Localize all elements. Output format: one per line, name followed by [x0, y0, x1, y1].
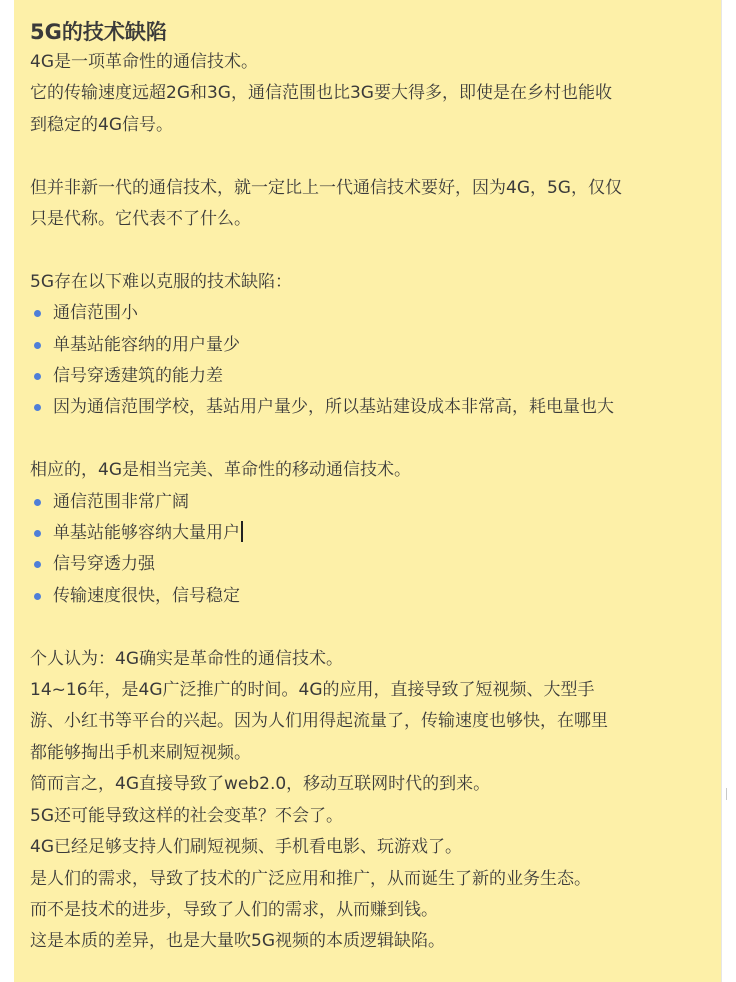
bullet-icon — [34, 404, 41, 411]
note-title: 5G的技术缺陷 — [30, 20, 167, 44]
text-cursor — [241, 521, 243, 542]
list-item-text: 因为通信范围学校，基站用户量少，所以基站建设成本非常高，耗电量也大 — [53, 397, 614, 418]
list-item — [30, 518, 707, 549]
note-editor[interactable] — [14, 0, 721, 982]
bullet-icon — [34, 310, 41, 317]
bullet-icon — [34, 593, 41, 600]
conclusion-line-6: 5G还可能导致这样的社会变革？不会了。 — [30, 805, 343, 826]
section-4g-list — [30, 487, 707, 613]
intro-line-1: 4G是一项革命性的通信技术。 — [30, 52, 258, 72]
section-5g-list — [30, 298, 707, 424]
conclusion-line-4: 都能够掏出手机来刷短视频。 — [30, 742, 251, 763]
list-item — [30, 581, 707, 612]
conclusion-line-7: 4G已经足够支持人们刷短视频、手机看电影、玩游戏了。 — [30, 837, 462, 858]
list-item-text: 通信范围小 — [53, 303, 138, 324]
scroll-edge-mark — [722, 788, 727, 800]
intro-line-3: 到稳定的4G信号。 — [30, 114, 173, 135]
blank-line — [30, 141, 707, 172]
conclusion-line-9: 而不是技术的进步，导致了人们的需求，从而赚到钱。 — [30, 899, 438, 920]
section-5g-heading: 5G存在以下难以克服的技术缺陷： — [30, 271, 292, 292]
list-item-text: 单基站能够容纳大量用户 — [53, 523, 240, 544]
para2-line-2: 只是代称。它代表不了什么。 — [30, 209, 251, 230]
conclusion-line-2: 14~16年，是4G广泛推广的时间。4G的应用，直接导致了短视频、大型手 — [30, 680, 595, 701]
conclusion-line-1: 个人认为：4G确实是革命性的通信技术。 — [30, 648, 343, 669]
conclusion-line-3: 游、小红书等平台的兴起。因为人们用得起流量了，传输速度也够快，在哪里 — [30, 711, 608, 732]
list-item-text: 通信范围非常广阔 — [53, 491, 189, 512]
list-item — [30, 361, 707, 392]
list-item — [30, 298, 707, 329]
blank-line — [30, 235, 707, 266]
list-item-text: 传输速度很快，信号稳定 — [53, 585, 240, 606]
bullet-icon — [34, 373, 41, 380]
list-item — [30, 392, 707, 423]
list-item — [30, 549, 707, 580]
bullet-icon — [34, 530, 41, 537]
bullet-icon — [34, 499, 41, 506]
para2-line-1: 但并非新一代的通信技术，就一定比上一代通信技术要好，因为4G，5G，仅仅 — [30, 177, 622, 198]
conclusion-line-8: 是人们的需求，导致了技术的广泛应用和推广，从而诞生了新的业务生态。 — [30, 868, 591, 889]
section-4g-heading: 相应的，4G是相当完美、革命性的移动通信技术。 — [30, 460, 411, 481]
window-edge — [721, 0, 722, 982]
blank-line — [30, 424, 707, 455]
bullet-icon — [34, 561, 41, 568]
list-item-text: 单基站能容纳的用户量少 — [53, 334, 240, 355]
blank-line — [30, 612, 707, 643]
bullet-icon — [34, 342, 41, 349]
conclusion-line-5: 简而言之，4G直接导致了web2.0，移动互联网时代的到来。 — [30, 774, 491, 795]
intro-line-2: 它的传输速度远超2G和3G，通信范围也比3G要大得多，即使是在乡村也能收 — [30, 83, 612, 104]
list-item — [30, 487, 707, 518]
list-item-text: 信号穿透力强 — [53, 554, 155, 575]
conclusion-line-10: 这是本质的差异，也是大量吹5G视频的本质逻辑缺陷。 — [30, 931, 445, 952]
list-item-text: 信号穿透建筑的能力差 — [53, 366, 223, 387]
list-item — [30, 330, 707, 361]
